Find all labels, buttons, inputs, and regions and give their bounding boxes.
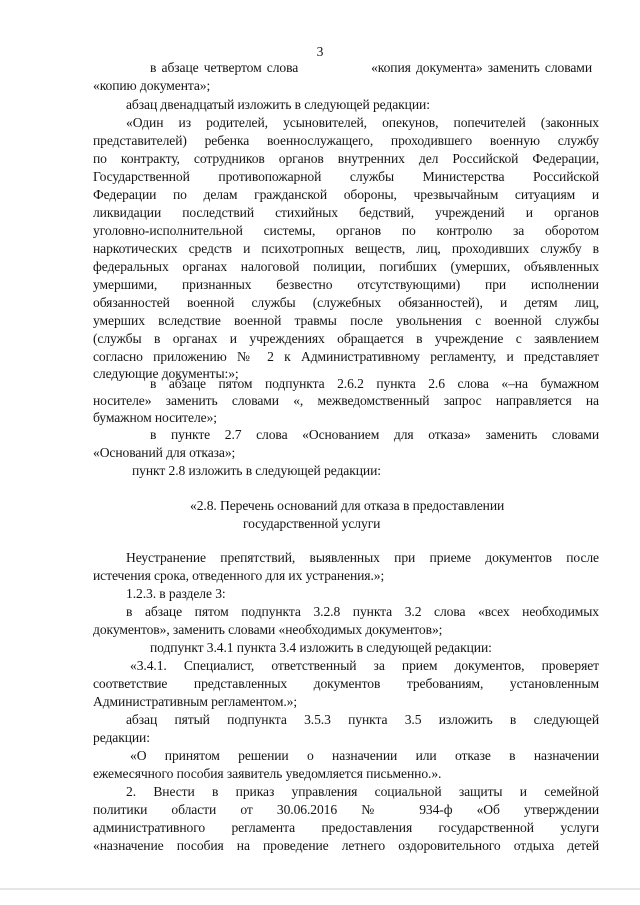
text-line: «Оснований для отказа»;	[93, 445, 236, 460]
text-line: «2.8. Перечень оснований для отказа в предоставлении	[190, 498, 505, 513]
text-line: подпункт 3.4.1 пункта 3.4 изложить в следующей редакции:	[150, 640, 492, 655]
text-line: умершими, признанных безвестно отсутствующими) при исполнении	[93, 277, 599, 292]
text-line: представителей) ребенка военнослужащего, проходившего военную службу	[93, 133, 599, 148]
scan-edge-line	[0, 888, 640, 890]
text-line: ежемесячного пособия заявитель уведомляется письменно.».	[93, 766, 442, 781]
text-line: в абзаце пятом подпункта 2.6.2 пункта 2.6 слова «–на бумажном	[150, 376, 599, 391]
text-line: по контракту, сотрудников органов внутренних дел Российской Федерации,	[93, 151, 599, 166]
text-line: «копию документа»;	[93, 78, 211, 93]
text-line: 2. Внести в приказ управления социальной защиты и семейной	[126, 784, 599, 799]
text-line: истечения срока, отведенного для их устранения.»;	[93, 568, 385, 583]
page-number: 3	[316, 44, 324, 59]
text-line: наркотических средств и психотропных веществ, лиц, проходивших службу в	[93, 241, 599, 256]
text-line: умерших вследствие военной травмы после увольнения с военной службы	[93, 313, 599, 328]
text-line: в абзаце пятом подпункта 3.2.8 пункта 3.2 слова «всех необходимых	[126, 604, 599, 619]
text-line: (службы в органах и учреждениях обращается в учреждение с заявлением	[93, 331, 599, 346]
text-line: носителе» заменить словами «, межведомственный запрос направляется на	[93, 393, 599, 408]
text-line: «назначение пособия на проведение летнего оздоровительного отдыха детей	[93, 838, 599, 853]
text-line: уголовно-исполнительной системы, органов по контролю за оборотом	[93, 223, 599, 238]
text-line: федеральных органах налоговой полиции, погибших (умерших, объявленных	[93, 259, 599, 274]
text-line: Неустранение препятствий, выявленных при приеме документов после	[126, 550, 599, 565]
text-line: 1.2.3. в разделе 3:	[126, 586, 226, 601]
text-line: «О принятом решении о назначении или отказе в назначении	[130, 748, 599, 763]
text-line: соответствие представленных документов требованиям, установленным	[93, 676, 599, 691]
text-line: политики области от 30.06.2016 № 934-ф «Об утверждении	[93, 802, 599, 817]
text-line: «Один из родителей, усыновителей, опекунов, попечителей (законных	[126, 115, 599, 130]
text-line: абзац двенадцатый изложить в следующей редакции:	[126, 97, 430, 112]
text-line: согласно приложению № 2 к Административному регламенту, и представляет	[93, 349, 599, 364]
text-line: редакции:	[93, 730, 150, 745]
text-line: в пункте 2.7 слова «Основанием для отказа» заменить словами	[150, 427, 599, 442]
text-line: государственной услуги	[243, 516, 381, 531]
text-line: следующие документы:»;	[93, 366, 239, 381]
text-line: абзац пятый подпункта 3.5.3 пункта 3.5 изложить в следующей	[126, 712, 599, 727]
text-line: Государственной противопожарной службы Министерства Российской	[93, 169, 599, 184]
text-line: обязанностей военной службы (служебных обязанностей), и детям лиц,	[93, 295, 599, 310]
text-line: пункт 2.8 изложить в следующей редакции:	[132, 463, 381, 478]
text-line: в абзаце четвертом слова «копия документа» заменить словами	[150, 60, 592, 75]
text-line: административного регламента предоставления государственной услуги	[93, 820, 599, 835]
text-line: документов», заменить словами «необходимых документов»;	[93, 622, 443, 637]
text-line: бумажном носителе»;	[93, 410, 217, 425]
text-line: Федерации по делам гражданской обороны, чрезвычайным ситуациям и	[93, 187, 599, 202]
text-line: Административным регламентом.»;	[93, 694, 298, 709]
text-line: ликвидации последствий стихийных бедствий, учреждений и органов	[93, 205, 599, 220]
text-line: «3.4.1. Специалист, ответственный за прием документов, проверяет	[130, 658, 599, 673]
